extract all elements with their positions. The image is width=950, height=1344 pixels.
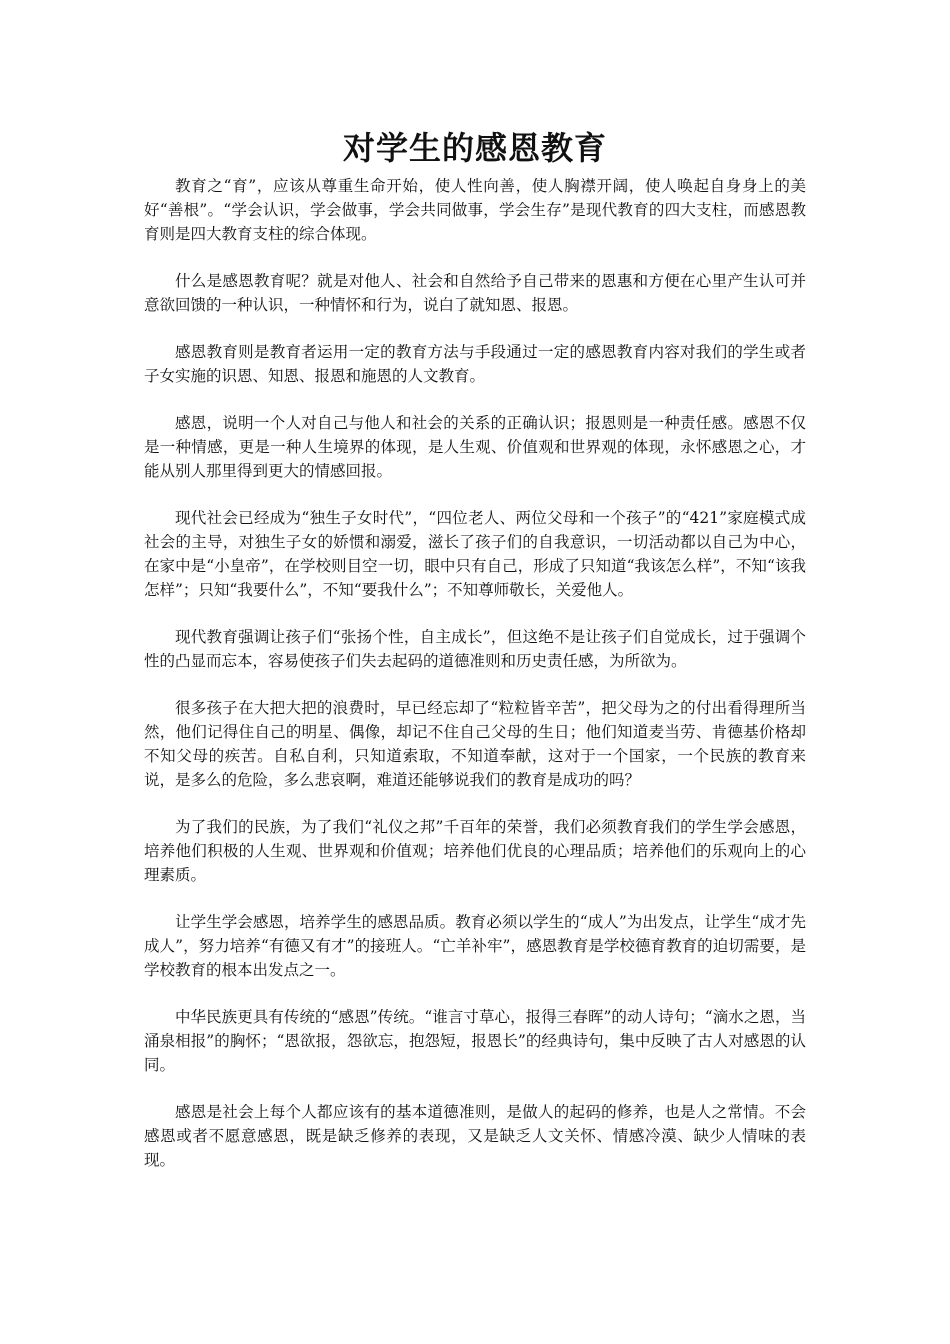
- paragraph-3: 感恩教育则是教育者运用一定的教育方法与手段通过一定的感恩教育内容对我们的学生或者子女实施的识恩、知恩、报恩和施恩的人文教育。: [144, 343, 806, 385]
- paragraph-6: 现代教育强调让孩子们“张扬个性，自主成长”，但这绝不是让孩子们自觉成长，过于强调个性的凸显而忘本，容易使孩子们失去起码的道德准则和历史责任感，为所欲为。: [144, 628, 806, 670]
- document-title: 对学生的感恩教育: [342, 129, 607, 167]
- paragraph-11: 感恩是社会上每个人都应该有的基本道德准则，是做人的起码的修养，也是人之常情。不会感恩或者不愿意感恩，既是缺乏修养的表现，又是缺乏人文关怀、情感冷漠、缺少人情味的表现。: [144, 1103, 806, 1169]
- paragraph-7: 很多孩子在大把大把的浪费时，早已经忘却了“粒粒皆辛苦”，把父母为之的付出看得理所当然，他们记得住自己的明星、偶像，却记不住自己父母的生日；他们知道麦当劳、肯德基价格却不知父母的疾苦。自私自利，只知道索取，不知道奉献，这对于一个国家，一个民族的教育来说，是多么的危险，多么悲哀啊，难道还能够说我们的教育是成功的吗？: [144, 699, 806, 789]
- document-page: [144, 124, 806, 1195]
- paragraph-4: 感恩，说明一个人对自己与他人和社会的关系的正确认识；报恩则是一种责任感。感恩不仅是一种情感，更是一种人生境界的体现，是人生观、价值观和世界观的体现，永怀感恩之心，才能从别人那里得到更大的情感回报。: [144, 414, 806, 480]
- paragraph-5: 现代社会已经成为“独生子女时代”，“四位老人、两位父母和一个孩子”的“421”家庭模式成社会的主导，对独生子女的娇惯和溺爱，滋长了孩子们的自我意识，一切活动都以自己为中心，在家中是“小皇帝”，在学校则目空一切，眼中只有自己，形成了只知道“我该怎么样”，不知“该我怎样”；只知“我要什么”，不知“要我什么”；不知尊师敬长，关爱他人。: [144, 509, 806, 599]
- paragraph-2: 什么是感恩教育呢？就是对他人、社会和自然给予自己带来的恩惠和方便在心里产生认可并意欲回馈的一种认识，一种情怀和行为，说白了就知恩、报恩。: [144, 272, 806, 314]
- paragraph-1: 教育之“育”，应该从尊重生命开始，使人性向善，使人胸襟开阔，使人唤起自身身上的美好“善根”。“学会认识，学会做事，学会共同做事，学会生存”是现代教育的四大支柱，而感恩教育则是四大教育支柱的综合体现。: [144, 177, 806, 243]
- paragraph-10: 中华民族更具有传统的“感恩”传统。“谁言寸草心，报得三春晖”的动人诗句；“滴水之恩，当涌泉相报”的胸怀；“恩欲报，怨欲忘，抱怨短，报恩长”的经典诗句，集中反映了古人对感恩的认同。: [144, 1008, 806, 1074]
- paragraph-9: 让学生学会感恩，培养学生的感恩品质。教育必须以学生的“成人”为出发点，让学生“成才先成人”，努力培养“有德又有才”的接班人。“亡羊补牢”，感恩教育是学校德育教育的迫切需要，是学校教育的根本出发点之一。: [144, 913, 806, 979]
- paragraph-8: 为了我们的民族，为了我们“礼仪之邦”千百年的荣誉，我们必须教育我们的学生学会感恩，培养他们积极的人生观、世界观和价值观；培养他们优良的心理品质；培养他们的乐观向上的心理素质。: [144, 818, 806, 884]
